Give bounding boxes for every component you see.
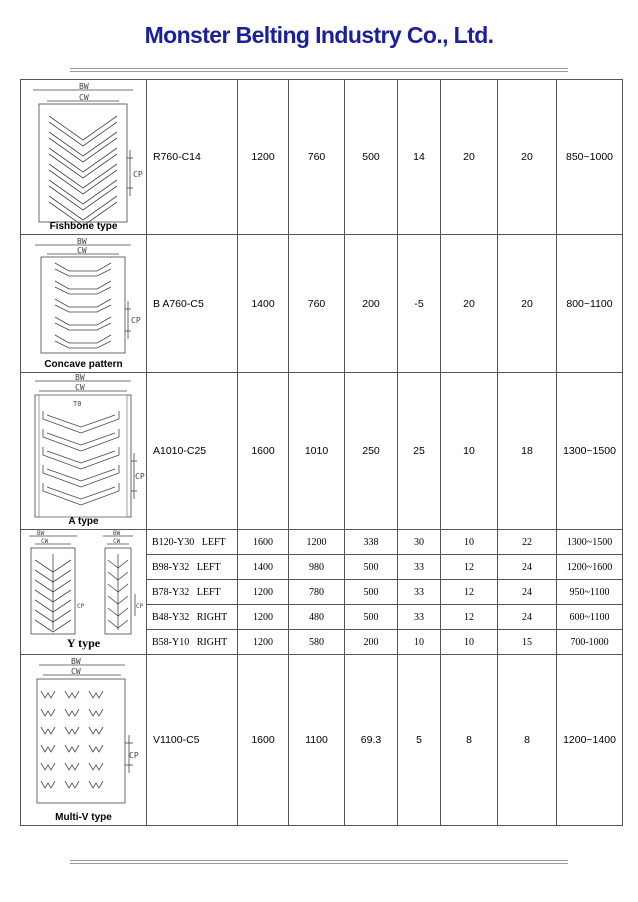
model-code: B58-Y10 — [152, 636, 190, 648]
value-cell: 12 — [441, 605, 498, 630]
multi-v-diagram-cell — [21, 655, 147, 826]
table-row — [21, 235, 623, 373]
model-side: LEFT — [201, 536, 226, 548]
value-cell: 1200 — [238, 580, 289, 605]
model-cell — [147, 630, 238, 655]
a-type-diagram-cell — [21, 373, 147, 530]
cw-label: CW — [71, 667, 81, 676]
table-row — [21, 530, 623, 555]
model-cell — [147, 580, 238, 605]
value-cell: 10 — [441, 373, 498, 530]
cp-label: CP — [129, 751, 139, 760]
value-cell: 1400 — [238, 235, 289, 373]
value-cell: 200 — [345, 235, 398, 373]
value-cell: 1100 — [289, 655, 345, 826]
model-code: B48-Y32 — [152, 611, 190, 623]
value-cell: 14 — [398, 80, 441, 235]
value-cell: 18 — [498, 373, 557, 530]
value-cell: -5 — [398, 235, 441, 373]
model-cell: V1100-C5 — [147, 655, 238, 826]
cw-label: CW — [113, 538, 121, 545]
model-code: B78-Y32 — [152, 586, 190, 598]
top-divider — [70, 68, 568, 72]
value-cell: 33 — [398, 605, 441, 630]
value-cell: 33 — [398, 580, 441, 605]
cw-label: CW — [77, 246, 87, 255]
model-side: LEFT — [196, 561, 221, 573]
value-cell: 950~1100 — [557, 580, 623, 605]
cp-label: CP — [133, 170, 143, 179]
value-cell: 700-1000 — [557, 630, 623, 655]
cp-label: CP — [136, 603, 144, 610]
value-cell: 8 — [498, 655, 557, 826]
value-cell: 15 — [498, 630, 557, 655]
bw-label: BW — [77, 237, 87, 246]
belt-type-label: Concave pattern — [44, 359, 123, 370]
value-cell: 20 — [441, 235, 498, 373]
value-cell: 1300~1500 — [557, 373, 623, 530]
bw-label: BW — [113, 530, 121, 537]
bw-label: BW — [75, 373, 85, 382]
fishbone-belt-diagram — [21, 80, 147, 235]
model-cell — [147, 530, 238, 555]
company-title: Monster Belting Industry Co., Ltd. — [144, 22, 494, 48]
value-cell: 850~1000 — [557, 80, 623, 235]
belt-type-label: Y type — [66, 636, 101, 650]
value-cell: 24 — [498, 580, 557, 605]
cp-label: CP — [135, 472, 145, 481]
model-cell: A1010-C25 — [147, 373, 238, 530]
value-cell: 600~1100 — [557, 605, 623, 630]
value-cell: 1400 — [238, 555, 289, 580]
model-side: LEFT — [196, 586, 221, 598]
table-row — [21, 80, 623, 235]
cw-label: CW — [75, 383, 85, 392]
bw-label: BW — [71, 657, 81, 666]
bw-label: BW — [79, 82, 89, 91]
value-cell: 580 — [289, 630, 345, 655]
cp-label: CP — [131, 316, 141, 325]
bw-label: BW — [37, 530, 45, 537]
value-cell: 20 — [498, 235, 557, 373]
value-cell: 200 — [345, 630, 398, 655]
value-cell: 500 — [345, 580, 398, 605]
value-cell: 980 — [289, 555, 345, 580]
value-cell: 1200~1400 — [557, 655, 623, 826]
table-row — [21, 655, 623, 826]
model-code: B98-Y32 — [152, 561, 190, 573]
value-cell: 10 — [441, 630, 498, 655]
belt-type-label: A type — [68, 516, 99, 527]
table-row — [21, 373, 623, 530]
value-cell: 1200 — [238, 630, 289, 655]
value-cell: 22 — [498, 530, 557, 555]
value-cell: 800~1100 — [557, 235, 623, 373]
cp-label: CP — [77, 603, 85, 610]
value-cell: 1600 — [238, 373, 289, 530]
value-cell: 1300~1500 — [557, 530, 623, 555]
value-cell: 20 — [441, 80, 498, 235]
value-cell: 10 — [441, 530, 498, 555]
model-cell: R760-C14 — [147, 80, 238, 235]
value-cell: 780 — [289, 580, 345, 605]
model-cell — [147, 555, 238, 580]
value-cell: 500 — [345, 555, 398, 580]
value-cell: 1600 — [238, 655, 289, 826]
value-cell: 69.3 — [345, 655, 398, 826]
belt-type-label: Fishbone type — [49, 221, 118, 232]
value-cell: 500 — [345, 80, 398, 235]
model-code: B120-Y30 — [152, 536, 195, 548]
multi-v-belt-diagram — [21, 655, 147, 826]
value-cell: 30 — [398, 530, 441, 555]
value-cell: 338 — [345, 530, 398, 555]
belt-type-label: Multi-V type — [55, 812, 112, 823]
value-cell: 24 — [498, 605, 557, 630]
fishbone-diagram-cell — [21, 80, 147, 235]
concave-diagram-cell — [21, 235, 147, 373]
value-cell: 500 — [345, 605, 398, 630]
model-cell — [147, 605, 238, 630]
model-cell: B A760-C5 — [147, 235, 238, 373]
a-type-belt-diagram — [21, 373, 147, 530]
cw-label: CW — [79, 93, 89, 102]
value-cell: 1200 — [289, 530, 345, 555]
value-cell: 480 — [289, 605, 345, 630]
cw-label: CW — [41, 538, 49, 545]
bottom-divider — [70, 860, 568, 864]
value-cell: 250 — [345, 373, 398, 530]
value-cell: 1200~1600 — [557, 555, 623, 580]
value-cell: 12 — [441, 555, 498, 580]
t0-label: T0 — [73, 400, 82, 408]
value-cell: 5 — [398, 655, 441, 826]
specification-table — [20, 79, 623, 826]
value-cell: 10 — [398, 630, 441, 655]
concave-belt-diagram — [21, 235, 147, 373]
value-cell: 1600 — [238, 530, 289, 555]
value-cell: 33 — [398, 555, 441, 580]
value-cell: 1200 — [238, 80, 289, 235]
y-type-diagram-cell — [21, 530, 147, 655]
value-cell: 8 — [441, 655, 498, 826]
model-side: RIGHT — [196, 636, 228, 648]
value-cell: 760 — [289, 80, 345, 235]
value-cell: 12 — [441, 580, 498, 605]
value-cell: 20 — [498, 80, 557, 235]
model-side: RIGHT — [196, 611, 228, 623]
value-cell: 1010 — [289, 373, 345, 530]
value-cell: 760 — [289, 235, 345, 373]
value-cell: 1200 — [238, 605, 289, 630]
value-cell: 25 — [398, 373, 441, 530]
value-cell: 24 — [498, 555, 557, 580]
